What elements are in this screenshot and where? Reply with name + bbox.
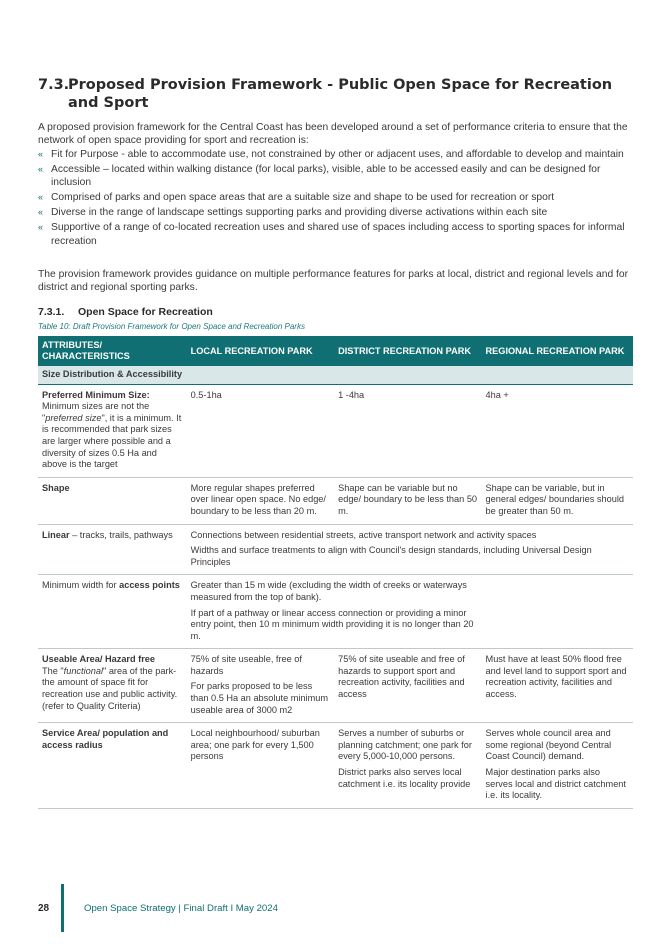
bullet-marker: « xyxy=(38,222,44,233)
cell-regional: Must have at least 50% flood free and level land to support sport and recreation activity, facilities and access. xyxy=(482,649,633,723)
cell-district: Shape can be variable but no edge/ boundary to be less than 50 m. xyxy=(334,477,481,524)
footer-text: Open Space Strategy | Final Draft I May 2024 xyxy=(84,903,278,914)
cell-district: 1 -4ha xyxy=(334,384,481,477)
criteria-list xyxy=(38,148,638,250)
cell-local: Local neighbourhood/ suburban area; one park for every 1,500 persons xyxy=(187,723,334,809)
header-district: DISTRICT RECREATION PARK xyxy=(334,336,481,366)
subsection-heading xyxy=(38,306,213,318)
list-item: « Supportive of a range of co-located recreation uses and shared use of spaces including access to sporting spaces for informal recreation xyxy=(38,222,625,247)
row-label: Useable Area/ Hazard free The "functional" area of the park- the amount of space fit for recreation use and public activity. (refer to Quality Criteria) xyxy=(38,649,187,723)
row-label: Service Area/ population and access radius xyxy=(38,723,187,809)
table-row xyxy=(38,477,633,524)
table-row xyxy=(38,575,633,649)
page-number: 28 xyxy=(38,903,50,914)
header-attributes: ATTRIBUTES/ CHARACTERISTICS xyxy=(38,336,187,366)
list-item: « Fit for Purpose - able to accommodate use, not constrained by other or adjacent uses, and affordable to develop and maintain xyxy=(38,149,624,160)
section-label: Size Distribution & Accessibility xyxy=(38,366,633,384)
cell-local: More regular shapes preferred over linear open space. No edge/ boundary to be less than 20 m. xyxy=(187,477,334,524)
intro-paragraph: A proposed provision framework for the Central Coast has been developed around a set of performance criteria to ensure that the network of open space providing for sport and recreation is: xyxy=(38,122,628,146)
cell-all-levels: Greater than 15 m wide (excluding the width of creeks or waterways measured from the top of bank). If part of a pathway or linear access connection or providing a minor entry point, then 10 m minimum width providing it is no longer than 20 m. xyxy=(187,575,482,649)
subsection-title: Open Space for Recreation xyxy=(78,306,213,318)
table-row xyxy=(38,723,633,809)
row-label: Linear – tracks, trails, pathways xyxy=(38,524,187,575)
table-section-row xyxy=(38,366,633,384)
row-label: Preferred Minimum Size: Minimum sizes are not the "preferred size", it is a minimum. It is recommended that park sizes are larger where possible and a diversity of sizes 0.5 Ha and above is the target xyxy=(38,384,187,477)
cell-district: Serves a number of suburbs or planning catchment; one park for every 5,000-10,000 persons. District parks also serves local catchment i.e. its locality provide xyxy=(334,723,481,809)
list-item: « Accessible – located within walking distance (for local parks), visible, able to be accessed easily and can be designed for inclusion xyxy=(38,164,601,189)
section-title: Proposed Provision Framework - Public Open Space for Recreation and Sport xyxy=(68,77,613,111)
table-row xyxy=(38,524,633,575)
footer-divider xyxy=(61,884,64,932)
table-caption: Table 10: Draft Provision Framework for Open Space and Recreation Parks xyxy=(38,322,305,331)
cell-regional: 4ha + xyxy=(482,384,633,477)
bullet-marker: « xyxy=(38,207,44,218)
header-local: LOCAL RECREATION PARK xyxy=(187,336,334,366)
row-label: Shape xyxy=(38,477,187,524)
cell-local: 75% of site useable, free of hazards For parks proposed to be less than 0.5 Ha an absolute minimum useable area of 3000 m2 xyxy=(187,649,334,723)
cell-district: 75% of site useable and free of hazards to support sport and recreation activity, facilities and access xyxy=(334,649,481,723)
cell-local: 0.5-1ha xyxy=(187,384,334,477)
cell-regional: Shape can be variable, but in general edges/ boundaries should be greater than 50 m. xyxy=(482,477,633,524)
bullet-marker: « xyxy=(38,192,44,203)
list-item: « Comprised of parks and open space areas that are a suitable size and shape to be used for recreation or sport xyxy=(38,192,555,204)
cell-regional: Serves whole council area and some regional (beyond Central Coast Council) demand. Major destination parks also serves local and district catchment i.e. its locality. xyxy=(482,723,633,809)
bullet-marker: « xyxy=(38,164,44,175)
table-row xyxy=(38,649,633,723)
section-number: 7.3. xyxy=(38,77,70,93)
table-row xyxy=(38,384,633,477)
cell-all-levels: Connections between residential streets, active transport network and activity spaces Widths and surface treatments to align with Council's design standards, including Universal Design Principles xyxy=(187,524,633,575)
cell-empty xyxy=(482,575,633,649)
section-heading xyxy=(38,76,638,112)
bullet-marker: « xyxy=(38,149,44,159)
table-header-row xyxy=(38,336,633,366)
subsection-number: 7.3.1. xyxy=(38,306,65,318)
framework-paragraph: The provision framework provides guidance on multiple performance features for parks at local, district and regional levels and for district and regional sporting parks. xyxy=(38,269,629,293)
row-label: Minimum width for access points xyxy=(38,575,187,649)
provision-framework-table xyxy=(38,336,633,809)
header-regional: REGIONAL RECREATION PARK xyxy=(482,336,633,366)
list-item: « Diverse in the range of landscape settings supporting parks and providing diverse activations within each site xyxy=(38,207,548,219)
